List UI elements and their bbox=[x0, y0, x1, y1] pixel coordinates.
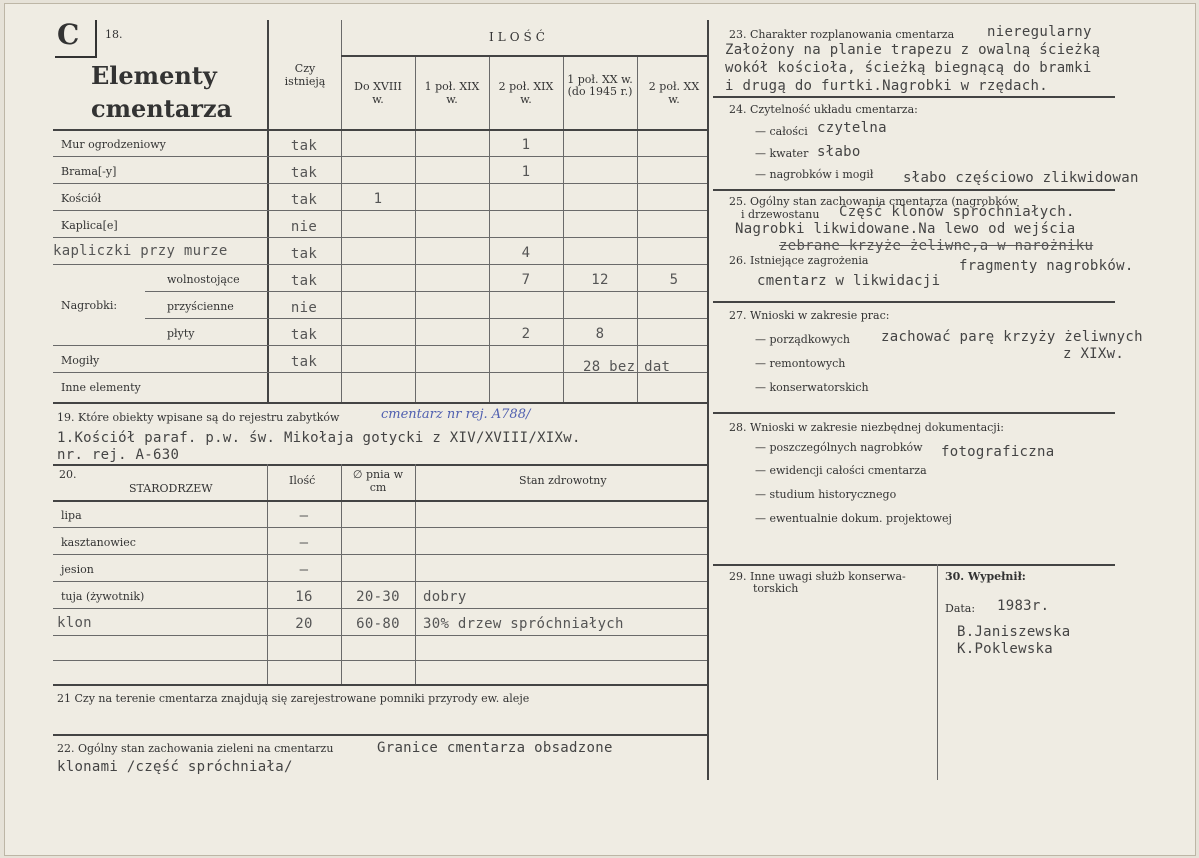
element-exists-value: tak bbox=[290, 354, 318, 370]
col-exists-header: Czy istnieją bbox=[284, 62, 326, 88]
card-letter: C bbox=[57, 18, 80, 51]
q19-line2: nr. rej. A-630 bbox=[57, 447, 180, 463]
tree-health: dobry bbox=[423, 589, 467, 605]
q23-line-1: wokół kościoła, ścieżką biegnącą do bramki bbox=[725, 60, 1092, 76]
period-header-0: Do XVIII w. bbox=[354, 80, 402, 106]
tree-count: 16 bbox=[295, 589, 313, 605]
element-exists-value: tak bbox=[290, 327, 318, 343]
q28-value: fotograficzna bbox=[941, 444, 1055, 460]
nagrobki-label: Nagrobki: bbox=[61, 299, 118, 312]
element-row-label: Brama[-y] bbox=[61, 165, 117, 178]
q23-line-2: i drugą do furtki.Nagrobki w rzędach. bbox=[725, 78, 1048, 94]
tree-name: tuja (żywotnik) bbox=[61, 590, 145, 603]
q22-text2: klonami /część spróchniała/ bbox=[57, 759, 293, 775]
q28-item-0: — poszczególnych nagrobków bbox=[755, 441, 923, 454]
element-period-value: 8 bbox=[595, 326, 605, 342]
trees-col-diam: ∅ pnia w cm bbox=[352, 468, 404, 494]
q23-line-0: Założony na planie trapezu z owalną ścieżką bbox=[725, 42, 1101, 58]
q22-text1: Granice cmentarza obsadzone bbox=[377, 740, 613, 756]
q25-line1: Część klonów spróchniałych. bbox=[839, 204, 1075, 220]
element-period-value: 5 bbox=[669, 272, 679, 288]
tree-diameter: 20-30 bbox=[356, 589, 400, 605]
element-period-value: 1 bbox=[373, 191, 383, 207]
element-row-label: wolnostojące bbox=[167, 273, 240, 286]
period-header-4: 2 poł. XX w. bbox=[648, 80, 700, 106]
trees-title: STARODRZEW bbox=[129, 482, 213, 495]
q27-item-1: — remontowych bbox=[755, 357, 846, 370]
element-row-label: Kościół bbox=[61, 192, 102, 205]
element-exists-value: tak bbox=[290, 273, 318, 289]
q25-line2: Nagrobki likwidowane.Na lewo od wejścia bbox=[735, 221, 1076, 237]
q24-item-0-value: czytelna bbox=[817, 120, 887, 136]
q24-item-1-value: słabo bbox=[817, 144, 861, 160]
q25-line3: zebrane krzyże żeliwne,a w narożniku bbox=[779, 238, 1094, 254]
element-period-value: 1 bbox=[521, 164, 531, 180]
element-row-label: płyty bbox=[167, 327, 195, 340]
element-period-value: 4 bbox=[521, 245, 531, 261]
q29-label2: torskich bbox=[753, 582, 799, 595]
ilosc-header: ILOŚĆ bbox=[489, 30, 549, 44]
q30-date-label: Data: bbox=[945, 602, 976, 615]
element-row-label: Kaplica[e] bbox=[61, 219, 118, 232]
q24-item-2-value: słabo częściowo zlikwidowan bbox=[903, 170, 1139, 186]
q28-item-1: — ewidencji całości cmentarza bbox=[755, 464, 927, 477]
q27-item-0: — porządkowych bbox=[755, 333, 850, 346]
tree-name: lipa bbox=[61, 509, 82, 522]
element-row-label: kapliczki przy murze bbox=[53, 243, 228, 259]
element-exists-value: tak bbox=[290, 138, 318, 154]
tree-name: jesion bbox=[61, 563, 94, 576]
q30-date: 1983r. bbox=[997, 598, 1050, 614]
element-row-label: Mogiły bbox=[61, 354, 100, 367]
q30-label: 30. Wypełnił: bbox=[945, 570, 1026, 583]
element-exists-value: nie bbox=[290, 219, 318, 235]
q27-item-2: — konserwatorskich bbox=[755, 381, 869, 394]
q24-label: 24. Czytelność układu cmentarza: bbox=[729, 103, 918, 116]
q28-item-3: — ewentualnie dokum. projektowej bbox=[755, 512, 952, 525]
element-exists-value: tak bbox=[290, 165, 318, 181]
q29-label1: 29. Inne uwagi służb konserwa- bbox=[729, 570, 906, 583]
trees-col-count: Ilość bbox=[289, 474, 316, 487]
q23-value: nieregularny bbox=[987, 24, 1092, 40]
element-period-value: 7 bbox=[521, 272, 531, 288]
q22-label: 22. Ogólny stan zachowania zieleni na cmentarzu bbox=[57, 742, 334, 755]
card-title-line2: cmentarza bbox=[91, 94, 233, 123]
q26-value: cmentarz w likwidacji bbox=[757, 273, 941, 289]
element-period-value: 12 bbox=[591, 272, 609, 288]
q27-value1: zachować parę krzyży żeliwnych bbox=[881, 329, 1143, 345]
trees-col-health: Stan zdrowotny bbox=[519, 474, 607, 487]
tree-name: klon bbox=[57, 615, 92, 631]
q27-label: 27. Wnioski w zakresie prac: bbox=[729, 309, 890, 322]
q19-handwritten: cmentarz nr rej. A788/ bbox=[381, 407, 531, 422]
q27-value2: z XIXw. bbox=[1063, 346, 1125, 362]
element-row-label: Mur ogrodzeniowy bbox=[61, 138, 166, 151]
card-number: 18. bbox=[105, 28, 123, 41]
q19-line1: 1.Kościół paraf. p.w. św. Mikołaja gotycki z XIV/XVIII/XIXw. bbox=[57, 430, 581, 446]
q21-label: 21 Czy na terenie cmentarza znajdują się zarejestrowane pomniki przyrody ew. aleje bbox=[57, 692, 530, 705]
element-exists-value: nie bbox=[290, 300, 318, 316]
trees-number: 20. bbox=[59, 468, 77, 481]
q26-label: 26. Istniejące zagrożenia bbox=[729, 254, 869, 267]
tree-count: – bbox=[299, 562, 309, 578]
q30-name2: K.Poklewska bbox=[957, 641, 1054, 657]
inventory-card bbox=[4, 3, 1196, 856]
element-row-label: przyścienne bbox=[167, 300, 234, 313]
tree-health: 30% drzew spróchniałych bbox=[423, 616, 624, 632]
element-row-label: Inne elementy bbox=[61, 381, 141, 394]
element-period-value: 28 bez dat bbox=[583, 359, 671, 375]
card-title-line1: Elementy bbox=[91, 61, 217, 90]
q28-item-2: — studium historycznego bbox=[755, 488, 897, 501]
q23-label: 23. Charakter rozplanowania cmentarza bbox=[729, 28, 955, 41]
q19-label: 19. Które obiekty wpisane są do rejestru zabytków bbox=[57, 411, 340, 424]
element-period-value: 1 bbox=[521, 137, 531, 153]
q25-label2: i drzewostanu bbox=[741, 208, 820, 221]
q24-item-1-label: — kwater bbox=[755, 147, 809, 160]
tree-count: 20 bbox=[295, 616, 313, 632]
period-header-1: 1 poł. XIX w. bbox=[424, 80, 480, 106]
element-exists-value: tak bbox=[290, 192, 318, 208]
tree-name: kasztanowiec bbox=[61, 536, 136, 549]
q25-label1: 25. Ogólny stan zachowania cmentarza (nagrobków bbox=[729, 195, 1018, 208]
tree-count: – bbox=[299, 508, 309, 524]
q24-item-0-label: — całości bbox=[755, 125, 808, 138]
tree-diameter: 60-80 bbox=[356, 616, 400, 632]
q24-item-2-label: — nagrobków i mogił bbox=[755, 168, 874, 181]
q30-name1: B.Janiszewska bbox=[957, 624, 1071, 640]
element-exists-value: tak bbox=[290, 246, 318, 262]
q25-line4: fragmenty nagrobków. bbox=[959, 258, 1134, 274]
period-header-2: 2 poł. XIX w. bbox=[498, 80, 554, 106]
tree-count: – bbox=[299, 535, 309, 551]
q28-label: 28. Wnioski w zakresie niezbędnej dokumentacji: bbox=[729, 421, 1004, 434]
period-header-3: 1 poł. XX w. (do 1945 r.) bbox=[567, 73, 633, 98]
element-period-value: 2 bbox=[521, 326, 531, 342]
